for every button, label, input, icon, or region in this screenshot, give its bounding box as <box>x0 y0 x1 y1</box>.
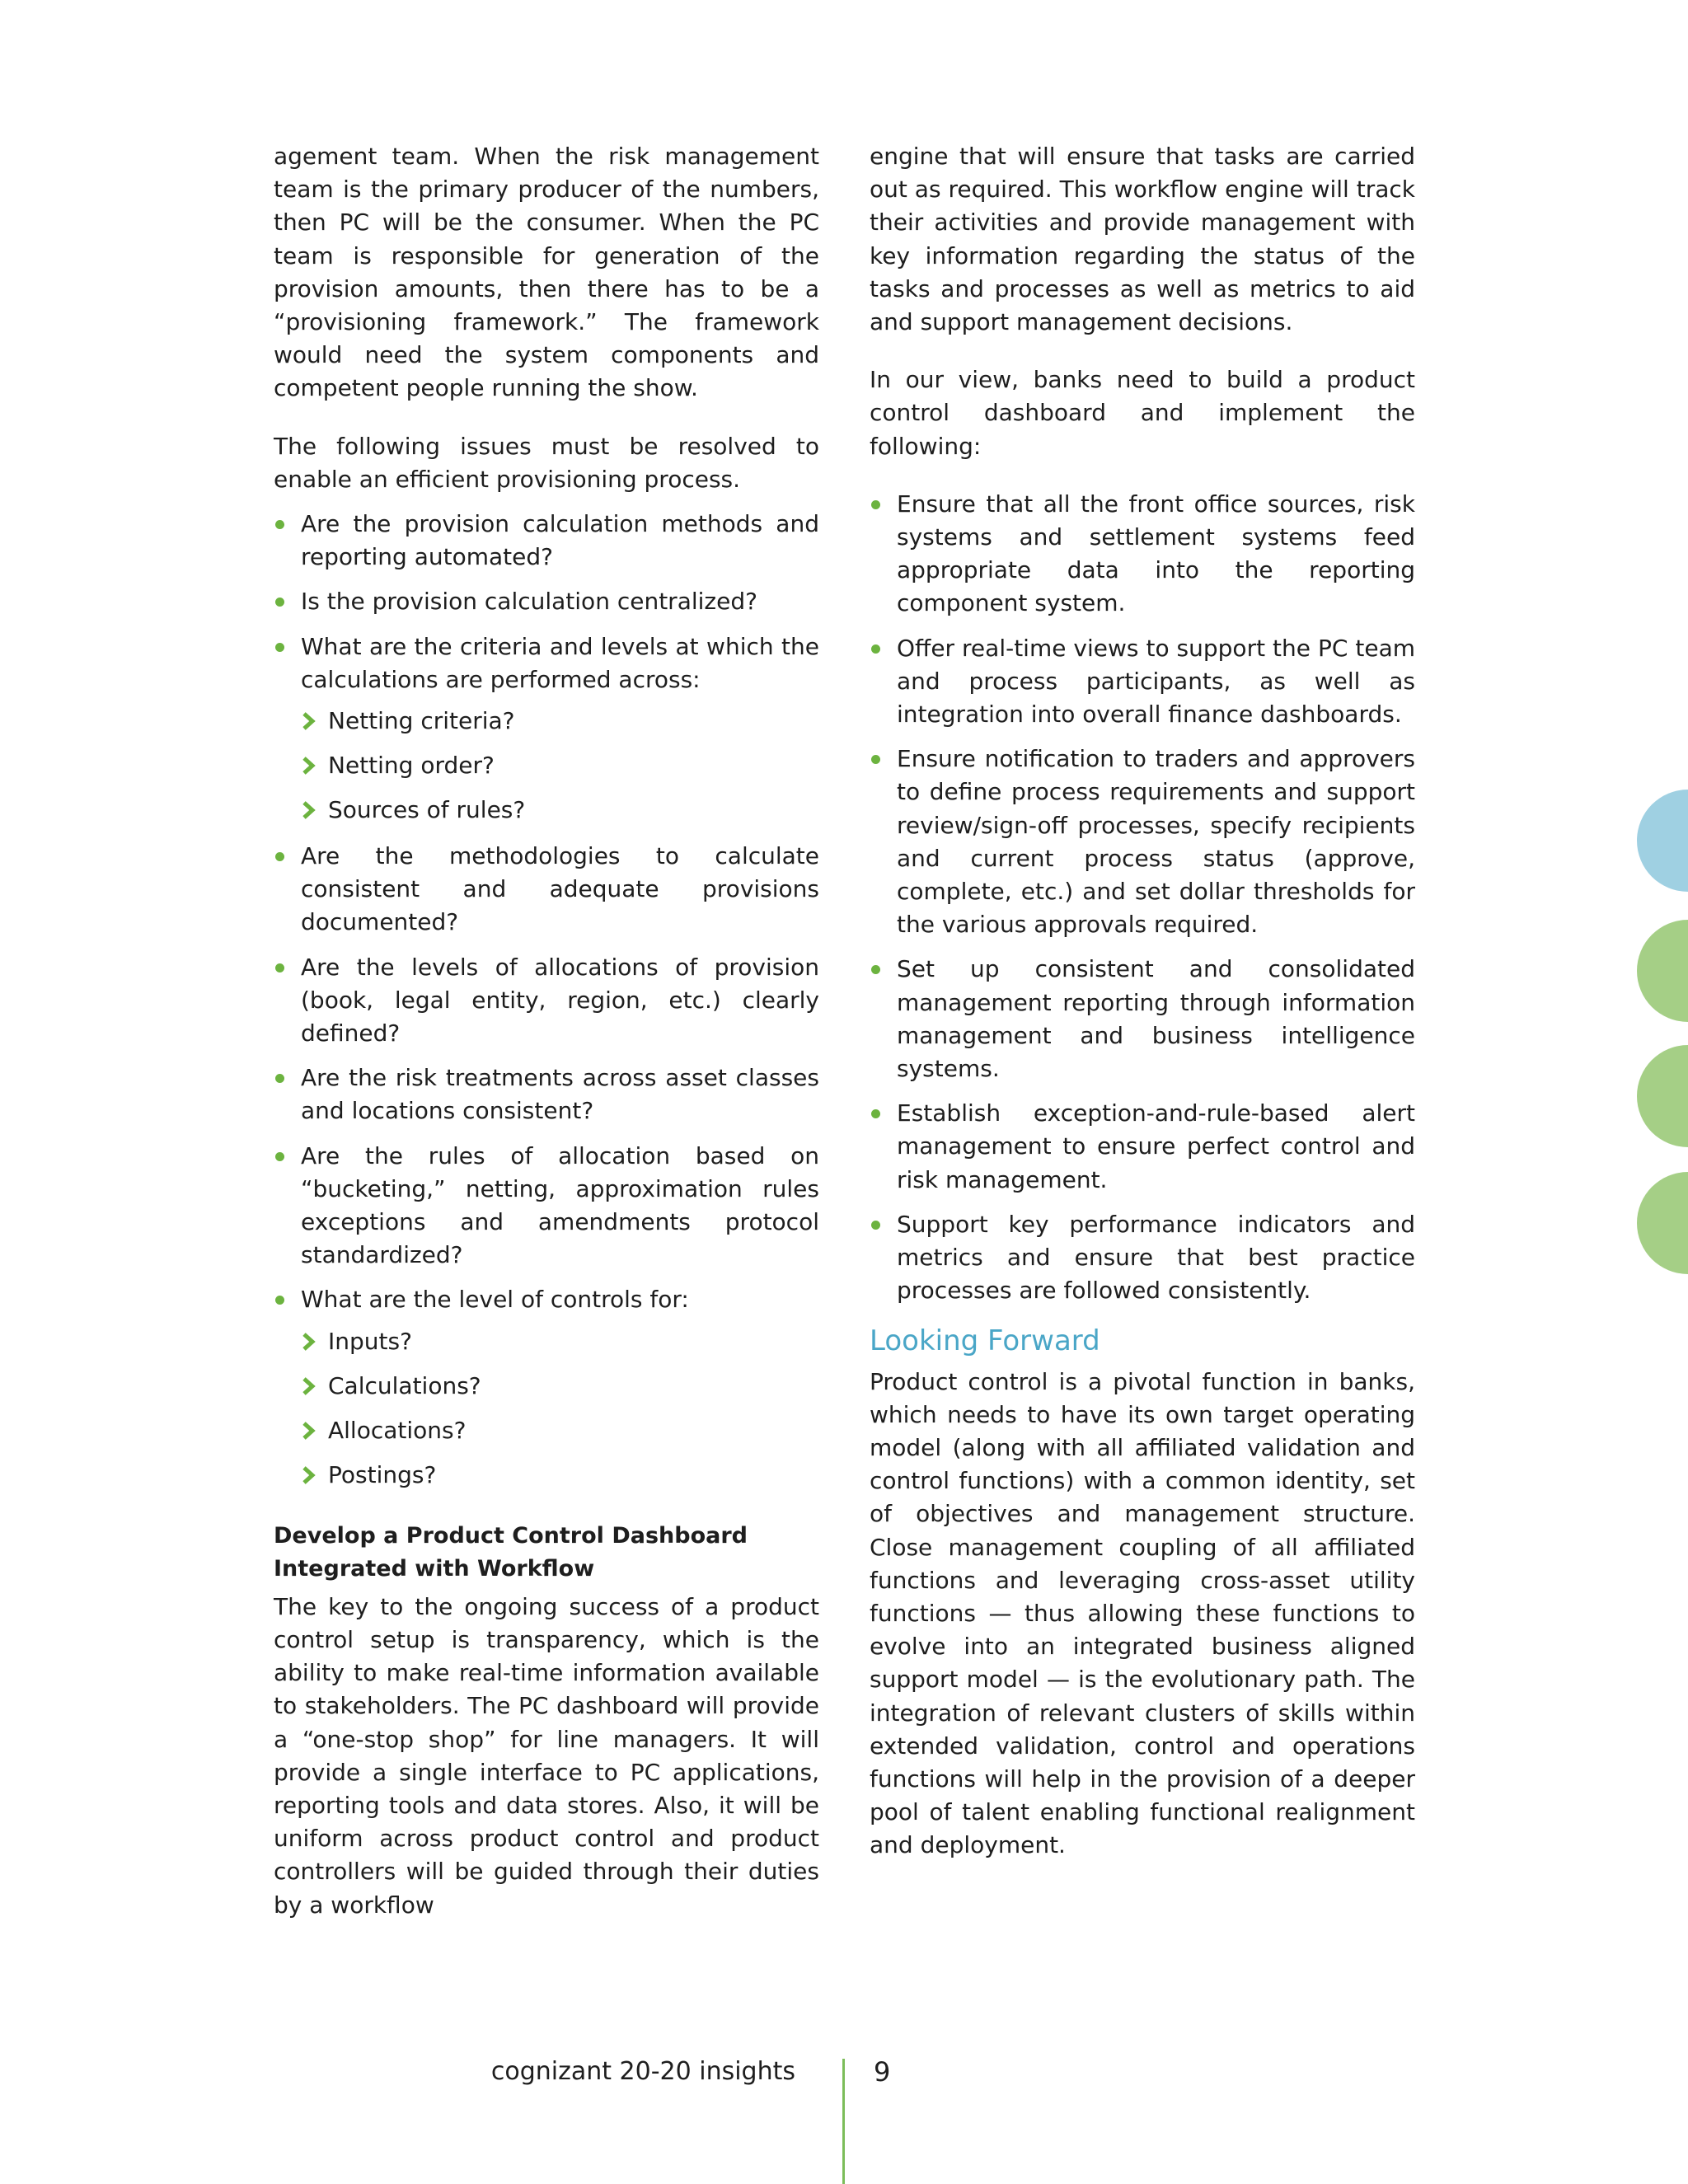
bullet-icon <box>871 1221 880 1230</box>
dashboard-paragraph: The key to the ongoing success of a product control setup is transparency, which is the ability to make real-time information available to stakeholders. The PC dashboard will provide a “one-stop shop” for line managers. It will provide a single interface to PC applications, reporting tools and data stores. Also, it will be uniform across product control and product controllers will be guided through their duties by a workflow <box>274 1592 819 1919</box>
chevron-right-icon <box>301 800 317 820</box>
bullet-icon <box>275 1296 284 1305</box>
chevron-right-icon <box>301 1332 317 1352</box>
bullet-icon <box>871 1109 880 1118</box>
footer-divider <box>842 2059 845 2184</box>
issues-intro: The following issues must be resolved to enable an efficient provisioning process. <box>274 432 819 493</box>
looking-forward-paragraph: Product control is a pivotal function in banks, which needs to have its own target operating model (along with all affiliated validation and control functions) with a common identity, set of objectives and management structure. Close management coupling of all affiliated functions and leveraging cross-asset utility functions — thus allowing these functions to evolve into an integrated business aligned support model — is the evolutionary path. The integration of relevant clusters of skills within extended validation, control and operations functions will help in the provision of a deeper pool of talent enabling functional realignment and deployment. <box>870 1367 1415 1859</box>
issues-list <box>274 508 819 1493</box>
bullet-icon <box>871 965 880 974</box>
dashboard-heading: Develop a Product Control Dashboard Integrated with Workflow <box>274 1522 748 1582</box>
decorative-green-circle <box>1637 920 1688 1022</box>
list-item: Are the rules of allocation based on “bucketing,” netting, approximation rules exceptions and amendments protocol standardized? <box>274 1140 819 1272</box>
chevron-right-icon <box>301 756 317 776</box>
sub-list-item: Netting order? <box>301 748 819 784</box>
looking-forward-heading: Looking Forward <box>870 1324 1100 1357</box>
bullet-icon <box>871 644 880 654</box>
list-item: Ensure that all the front office sources, risk systems and settlement systems feed appropriate data into the reporting component system. <box>870 488 1415 621</box>
controls-sublist <box>301 1324 819 1493</box>
chevron-right-icon <box>301 711 317 731</box>
sub-list-item: Allocations? <box>301 1413 819 1449</box>
decorative-green-circle <box>1637 1045 1688 1147</box>
chevron-right-icon <box>301 1465 317 1485</box>
list-item: Ensure notification to traders and approvers to define process requirements and support review/sign-off processes, specify recipients and current process status (approve, complete, etc.) and set dollar thresholds for the various approvals required. <box>870 743 1415 941</box>
left-column <box>274 140 819 1922</box>
bullet-icon <box>275 598 284 607</box>
list-item: What are the criteria and levels at which the calculations are performed across: Netting criteria? Netting order? Sources of rules? <box>274 630 819 828</box>
list-item: Offer real-time views to support the PC team and process participants, as well as integration into overall finance dashboards. <box>870 632 1415 732</box>
right-column <box>870 140 1415 1863</box>
list-item: Set up consistent and consolidated management reporting through information management and business intelligence systems. <box>870 953 1415 1085</box>
decorative-blue-circle <box>1637 790 1688 892</box>
view-paragraph: In our view, banks need to build a product control dashboard and implement the following: <box>870 366 1415 460</box>
page-number: 9 <box>874 2056 891 2088</box>
sub-list-item: Calculations? <box>301 1368 819 1404</box>
bullet-icon <box>275 963 284 972</box>
list-item: Establish exception-and-rule-based alert management to ensure perfect control and risk management. <box>870 1097 1415 1197</box>
bullet-icon <box>275 1074 284 1083</box>
continuation-paragraph: engine that will ensure that tasks are carried out as required. This workflow engine will track their activities and provide management with key information regarding the status of the tasks and processes as well as metrics to aid and support management decisions. <box>870 143 1415 336</box>
sub-list-item: Postings? <box>301 1457 819 1493</box>
intro-paragraph: agement team. When the risk management team is the primary producer of the numbers, then PC will be the consumer. When the PC team is responsible for generation of the provision amounts, then there has to be a “provisioning framework.” The framework would need the system components and competent people running the show. <box>274 143 819 402</box>
sub-list-item: Inputs? <box>301 1324 819 1360</box>
bullet-icon <box>275 643 284 652</box>
sub-list-item: Sources of rules? <box>301 792 819 828</box>
bullet-icon <box>871 755 880 764</box>
chevron-right-icon <box>301 1376 317 1396</box>
bullet-icon <box>275 520 284 529</box>
list-item: Are the levels of allocations of provision (book, legal entity, region, etc.) clearly defined? <box>274 951 819 1051</box>
bullet-icon <box>275 852 284 861</box>
list-item: Support key performance indicators and metrics and ensure that best practice processes are followed consistently. <box>870 1208 1415 1308</box>
bullet-icon <box>871 500 880 509</box>
list-item: Are the risk treatments across asset classes and locations consistent? <box>274 1062 819 1127</box>
recommendations-list <box>870 488 1415 1308</box>
criteria-sublist <box>301 703 819 828</box>
list-item: Are the methodologies to calculate consistent and adequate provisions documented? <box>274 840 819 940</box>
list-item: Are the provision calculation methods and reporting automated? <box>274 508 819 574</box>
list-item: What are the level of controls for: Inputs? Calculations? Allocations? Postings? <box>274 1283 819 1493</box>
footer-publication: cognizant 20-20 insights <box>490 2057 795 2086</box>
bullet-icon <box>275 1152 284 1161</box>
list-item: Is the provision calculation centralized? <box>274 585 819 618</box>
decorative-green-circle <box>1637 1172 1688 1274</box>
sub-list-item: Netting criteria? <box>301 703 819 739</box>
chevron-right-icon <box>301 1421 317 1441</box>
